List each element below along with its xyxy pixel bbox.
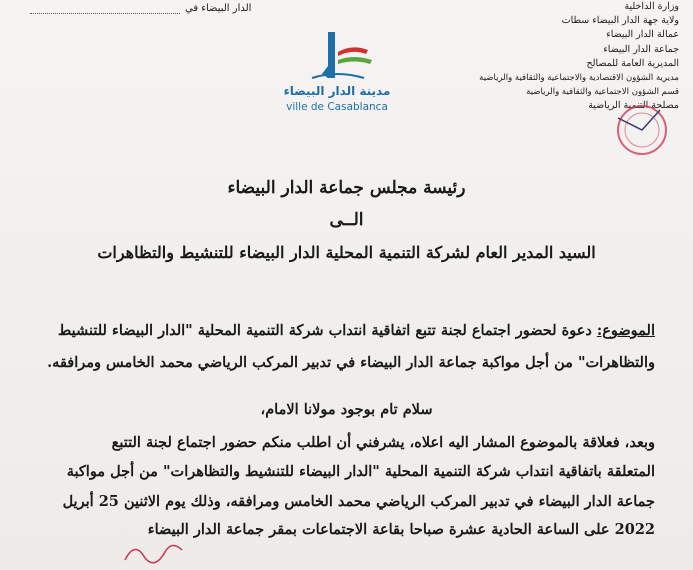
admin-line: المديرية العامة للمصالح — [586, 57, 679, 69]
logo-french-name: ville de Casablanca — [286, 101, 388, 113]
logo-arabic-name: مدينة الدار البيضاء — [283, 84, 391, 98]
admin-line: قسم الشؤون الاجتماعية والثقافية والرياضية — [526, 87, 679, 98]
handwritten-mark-icon — [120, 530, 190, 570]
subject-label: الموضوع: — [596, 322, 655, 339]
letter-from: رئيسة مجلس جماعة الدار البيضاء — [227, 178, 466, 198]
admin-line: عمالة الدار البيضاء — [606, 29, 679, 41]
subject-line-1 — [35, 322, 655, 339]
admin-line: مصلحة التنمية الرياضية — [588, 100, 679, 112]
subject-line-2: والتظاهرات" من أجل مواكبة جماعة الدار البيضاء في تدبير المركب الرياضي محمد الخامس ومرافقه. — [47, 354, 655, 371]
greeting: سلام تام بوجود مولانا الامام، — [260, 401, 433, 418]
date-dotted-line — [30, 13, 180, 14]
stamp-icon — [612, 100, 672, 160]
casablanca-logo — [282, 30, 392, 116]
admin-line: وزارة الداخلية — [624, 1, 679, 12]
administrative-header — [479, 0, 679, 114]
letter-recipient: السيد المدير العام لشركة التنمية المحلية الدار البيضاء للتنشيط والتظاهرات — [97, 243, 596, 262]
admin-line: جماعة الدار البيضاء — [603, 43, 679, 55]
admin-line: مديرية الشؤون الاقتصادية والاجتماعية والثقافية والرياضية — [479, 73, 679, 84]
body-line: المتعلقة باتفاقية انتداب شركة التنمية المحلية "الدار البيضاء للتنشيط والتظاهرات" من أجل مواكبة — [66, 463, 655, 480]
admin-line: ولاية جهة الدار البيضاء سطات — [561, 15, 679, 27]
date-line: الدار البيضاء في — [185, 3, 252, 14]
body-line: 2022 على الساعة الحادية عشرة صباحا بقاعة الاجتماعات بمقر جماعة الدار البيضاء — [147, 521, 655, 538]
body-line: وبعد، فعلاقة بالموضوع المشار اليه اعلاه، يشرفني أن اطلب منكم حضور اجتماع لجنة التتبع — [111, 434, 655, 451]
casablanca-logo-icon — [282, 30, 392, 86]
body-line: جماعة الدار البيضاء في تدبير المركب الرياضي محمد الخامس ومرافقه، وذلك يوم الاثنين 25 أبريل — [62, 493, 655, 510]
subject-text: دعوة لحضور اجتماع لجنة تتبع اتفاقية انتداب شركة التنمية المحلية "الدار البيضاء للتنشيط — [57, 322, 597, 339]
letter-to-word: الــى — [329, 210, 364, 230]
